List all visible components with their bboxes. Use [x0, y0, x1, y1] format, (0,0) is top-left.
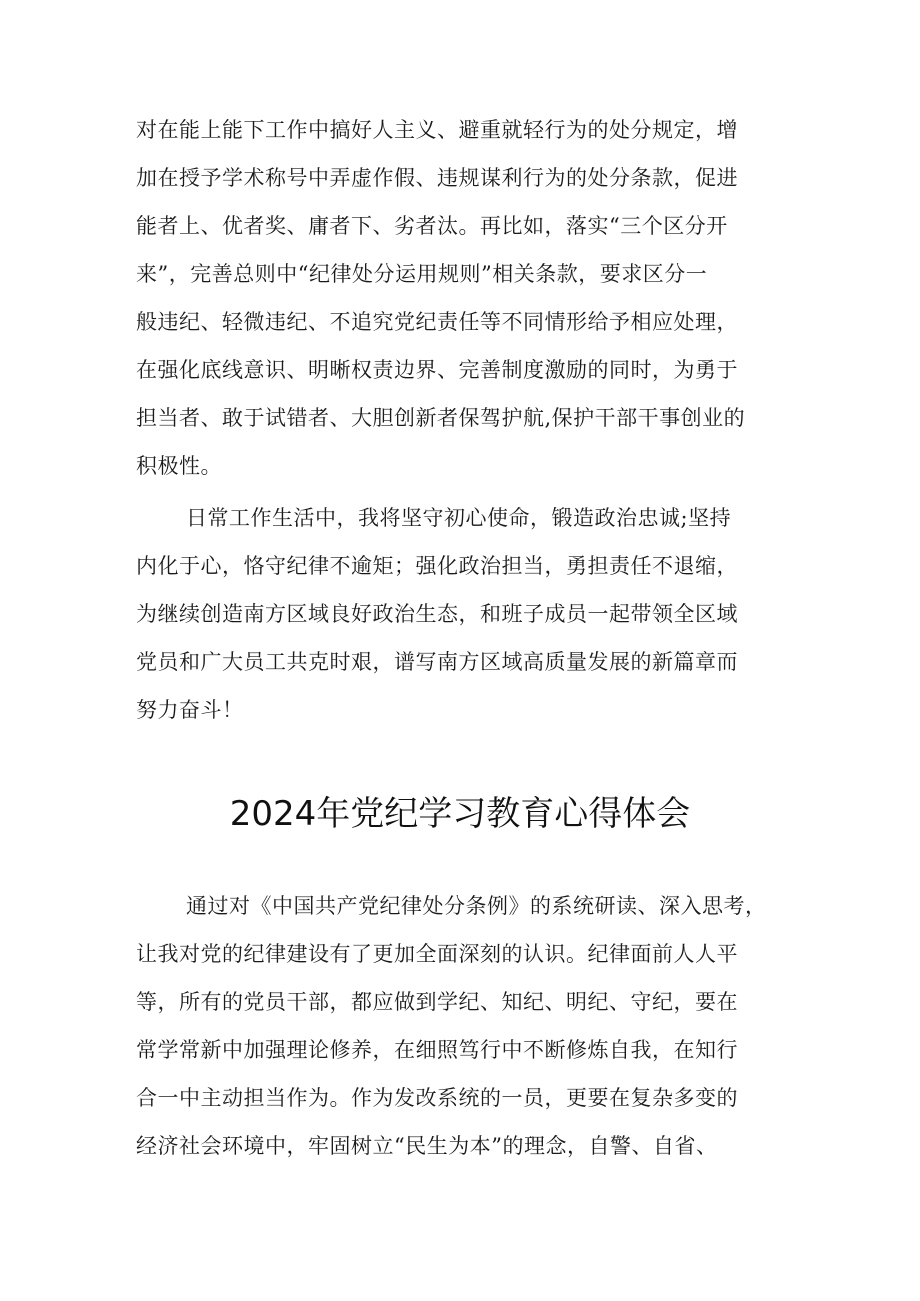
section-title: 2024年党纪学习教育心得体会: [229, 794, 691, 834]
text-line: 能者上、优者奖、庸者下、劣者汰。再比如，落实“三个区分开: [136, 214, 728, 238]
text-line: 在强化底线意识、明晰权责边界、完善制度激励的同时，为勇于: [136, 358, 738, 382]
text-line: 党员和广大员工共克时艰，谱写南方区域高质量发展的新篇章而: [136, 650, 738, 674]
text-line: 积极性。: [136, 454, 222, 478]
text-line: 加在授予学术称号中弄虚作假、违规谋利行为的处分条款，促进: [136, 166, 738, 190]
text-line: 般违纪、轻微违纪、不追究党纪责任等不同情形给予相应处理，: [136, 310, 738, 334]
paragraph-continuation: [136, 106, 796, 490]
text-line: 日常工作生活中，我将坚守初心使命，锻造政治忠诚;坚持: [186, 506, 732, 530]
text-line: 等，所有的党员干部，都应做到学纪、知纪、明纪、守纪，要在: [136, 990, 738, 1014]
text-line: 担当者、敢于试错者、大胆创新者保驾护航,保护干部干事创业的: [136, 406, 746, 430]
text-line: 合一中主动担当作为。作为发改系统的一员，更要在复杂多变的: [136, 1086, 738, 1110]
text-line: 为继续创造南方区域良好政治生态，和班子成员一起带领全区域: [136, 602, 738, 626]
text-line: 经济社会环境中，牢固树立“民生为本”的理念，自警、自省、: [136, 1134, 718, 1158]
text-line: 内化于心，恪守纪律不逾矩；强化政治担当，勇担责任不退缩，: [136, 554, 738, 578]
paragraph-closing: [136, 494, 796, 734]
paragraph-intro: [136, 882, 796, 1170]
text-line: 常学常新中加强理论修养，在细照笃行中不断修炼自我，在知行: [136, 1038, 738, 1062]
text-line: 对在能上能下工作中搞好人主义、避重就轻行为的处分规定，增: [136, 118, 738, 142]
text-line: 让我对党的纪律建设有了更加全面深刻的认识。纪律面前人人平: [136, 942, 738, 966]
text-line: 努力奋斗！: [136, 698, 244, 722]
text-line: 通过对《中国共产党纪律处分条例》的系统研读、深入思考，: [186, 894, 767, 918]
text-line: 来”，完善总则中“纪律处分运用规则”相关条款，要求区分一: [136, 262, 708, 286]
